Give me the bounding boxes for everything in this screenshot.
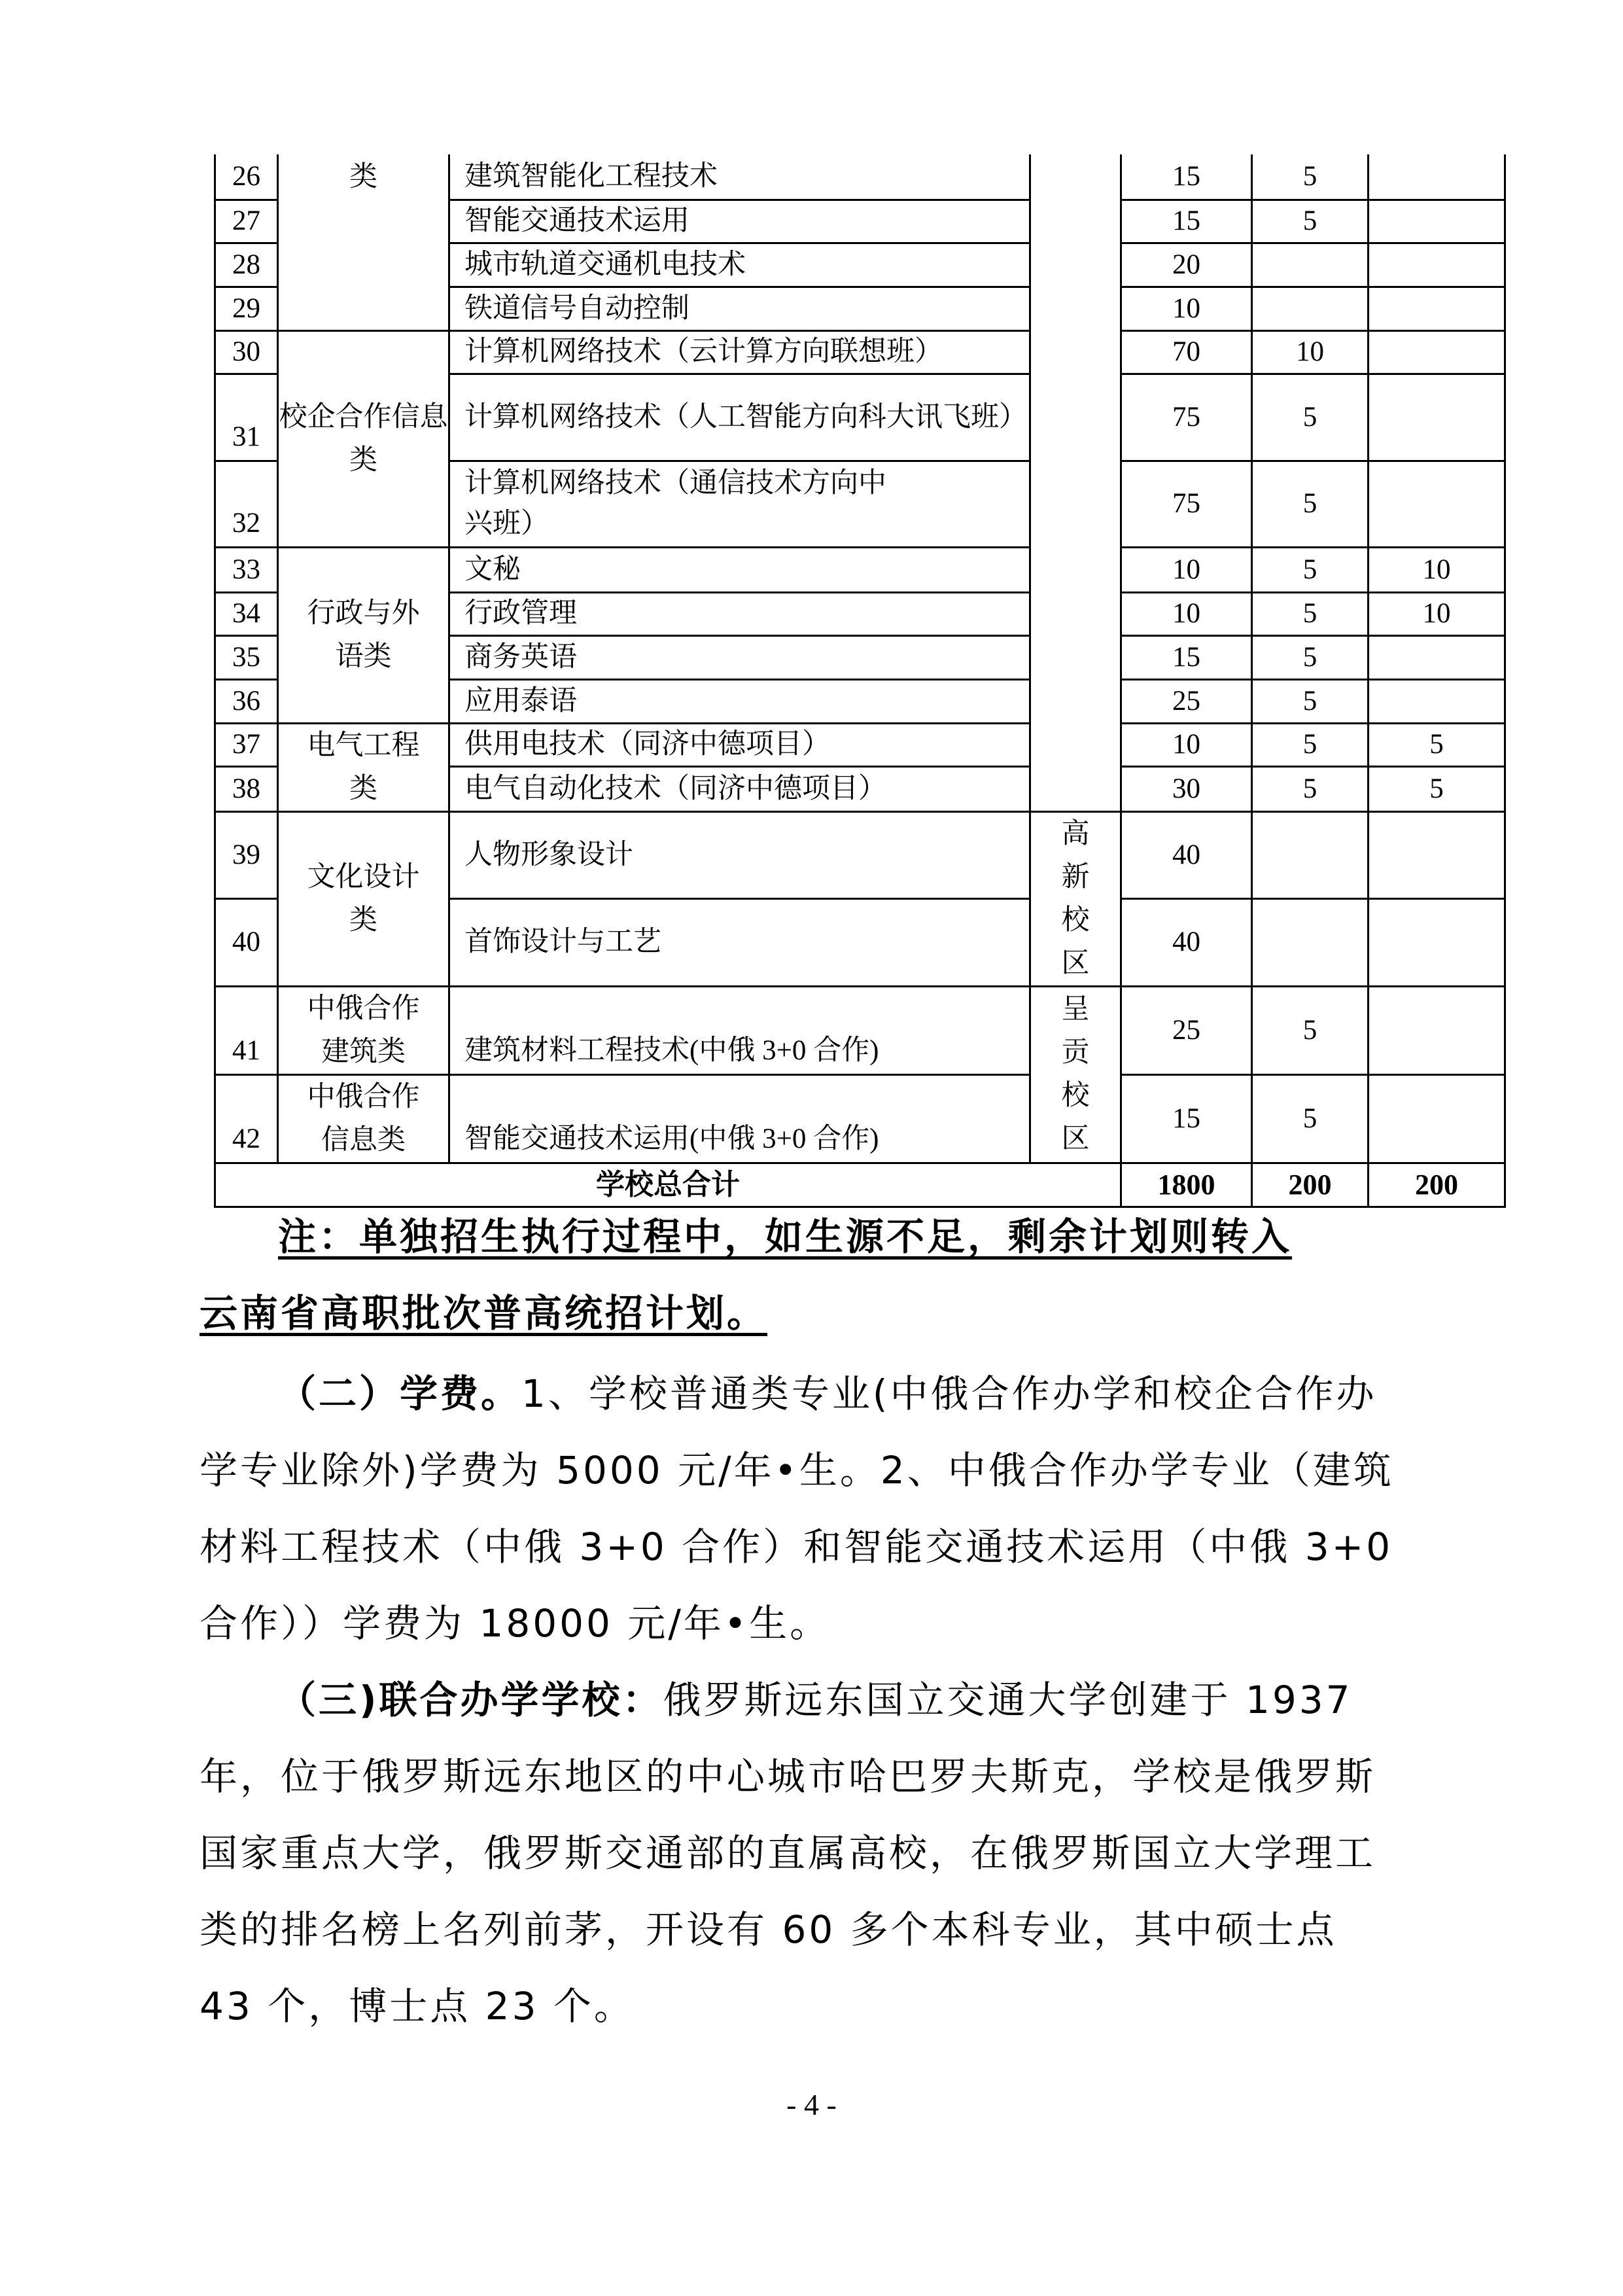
count-col2: 5 — [1252, 154, 1369, 200]
row-number: 40 — [215, 899, 278, 987]
table-row — [215, 154, 1505, 200]
count-col3: 5 — [1369, 767, 1505, 811]
major-name: 供用电技术（同济中德项目） — [449, 723, 1030, 767]
count-col3 — [1369, 200, 1505, 243]
major-name: 城市轨道交通机电技术 — [449, 243, 1030, 287]
count-col3 — [1369, 154, 1505, 200]
count-col2: 5 — [1252, 374, 1369, 461]
row-number: 41 — [215, 986, 278, 1074]
major-name: 建筑智能化工程技术 — [449, 154, 1030, 200]
plan-count: 15 — [1121, 200, 1252, 243]
total-label: 学校总合计 — [215, 1163, 1121, 1207]
row-number: 30 — [215, 330, 278, 374]
plan-count: 75 — [1121, 461, 1252, 547]
row-number: 29 — [215, 287, 278, 330]
plan-count: 20 — [1121, 243, 1252, 287]
count-col2: 5 — [1252, 200, 1369, 243]
category-cell: 文化设计类 — [278, 811, 449, 986]
row-number: 36 — [215, 679, 278, 723]
major-name: 人物形象设计 — [449, 811, 1030, 899]
table-row — [215, 811, 1505, 899]
plan-count: 15 — [1121, 154, 1252, 200]
table-row — [215, 330, 1505, 374]
plan-count: 70 — [1121, 330, 1252, 374]
category-cell: 校企合作信息类 — [278, 330, 449, 547]
major-name: 计算机网络技术（云计算方向联想班） — [449, 330, 1030, 374]
row-number: 27 — [215, 200, 278, 243]
count-col2 — [1252, 287, 1369, 330]
note-line-1: 注：单独招生执行过程中，如生源不足，剩余计划则转入 — [278, 1214, 1293, 1259]
count-col2: 5 — [1252, 547, 1369, 592]
row-number: 38 — [215, 767, 278, 811]
row-number: 33 — [215, 547, 278, 592]
category-cell: 行政与外语类 — [278, 547, 449, 723]
count-col2: 5 — [1252, 767, 1369, 811]
plan-count: 75 — [1121, 374, 1252, 461]
row-number: 32 — [215, 461, 278, 547]
tuition-paragraph — [200, 1356, 1403, 1662]
table-row — [215, 547, 1505, 592]
count-col3 — [1369, 461, 1505, 547]
major-name: 商务英语 — [449, 635, 1030, 679]
plan-count: 40 — [1121, 811, 1252, 899]
plan-count: 10 — [1121, 287, 1252, 330]
plan-count: 25 — [1121, 986, 1252, 1074]
row-number: 31 — [215, 374, 278, 461]
count-col3 — [1369, 899, 1505, 987]
category-cell: 中俄合作信息类 — [278, 1074, 449, 1163]
major-name: 应用泰语 — [449, 679, 1030, 723]
count-col3 — [1369, 330, 1505, 374]
note-line-2: 云南省高职批次普高统招计划。 — [200, 1291, 768, 1335]
page-number: - 4 - — [786, 2088, 837, 2121]
count-col3 — [1369, 287, 1505, 330]
plan-count: 10 — [1121, 723, 1252, 767]
table-row — [215, 986, 1505, 1074]
row-number: 39 — [215, 811, 278, 899]
count-col3 — [1369, 679, 1505, 723]
count-col3 — [1369, 986, 1505, 1074]
category-cell: 电气工程类 — [278, 723, 449, 811]
count-col3 — [1369, 635, 1505, 679]
partner-school-text: 俄罗斯远东国立交通大学创建于 1937 年，位于俄罗斯远东地区的中心城市哈巴罗夫斯克，学校是俄罗斯国家重点大学，俄罗斯交通部的直属高校，在俄罗斯国立大学理工类的排名榜上名列前茅，开设有 60 多个本科专业，其中硕士点 43 个，博士点 23 个。 — [200, 1678, 1376, 2028]
major-name: 首饰设计与工艺 — [449, 899, 1030, 987]
major-name: 建筑材料工程技术(中俄 3+0 合作) — [449, 986, 1030, 1074]
major-name: 计算机网络技术（人工智能方向科大讯飞班） — [449, 374, 1030, 461]
partner-school-paragraph — [200, 1662, 1403, 2045]
count-col3: 10 — [1369, 547, 1505, 592]
note-paragraph — [200, 1199, 1403, 1352]
count-col3: 5 — [1369, 723, 1505, 767]
plan-count: 15 — [1121, 635, 1252, 679]
table-row — [215, 723, 1505, 767]
enrollment-plan-table — [214, 154, 1506, 1208]
plan-count: 25 — [1121, 679, 1252, 723]
campus-cell — [1030, 154, 1121, 811]
total-col2: 200 — [1252, 1163, 1369, 1207]
row-number: 42 — [215, 1074, 278, 1163]
plan-count: 10 — [1121, 547, 1252, 592]
count-col2 — [1252, 899, 1369, 987]
major-name: 计算机网络技术（通信技术方向中兴班） — [449, 461, 1030, 547]
row-number: 28 — [215, 243, 278, 287]
major-name: 文秘 — [449, 547, 1030, 592]
tuition-heading: （二）学费。 — [278, 1371, 522, 1416]
count-col3 — [1369, 811, 1505, 899]
major-name: 电气自动化技术（同济中德项目） — [449, 767, 1030, 811]
tuition-text: 1、学校普通类专业(中俄合作办学和校企合作办学专业除外)学费为 5000 元/年•生。2、中俄合作办学专业（建筑材料工程技术（中俄 3+0 合作）和智能交通技术运用（中俄 3+0 合作））学费为 18000 元/年•生。 — [200, 1371, 1394, 1646]
row-number: 26 — [215, 154, 278, 200]
count-col2: 5 — [1252, 1074, 1369, 1163]
plan-count: 15 — [1121, 1074, 1252, 1163]
count-col3 — [1369, 1074, 1505, 1163]
major-name: 智能交通技术运用(中俄 3+0 合作) — [449, 1074, 1030, 1163]
row-number: 37 — [215, 723, 278, 767]
count-col2: 5 — [1252, 986, 1369, 1074]
category-cell: 类 — [278, 154, 449, 330]
count-col2 — [1252, 811, 1369, 899]
major-name: 智能交通技术运用 — [449, 200, 1030, 243]
partner-school-heading: （三)联合办学学校： — [278, 1678, 663, 1722]
category-cell: 中俄合作建筑类 — [278, 986, 449, 1074]
plan-count: 30 — [1121, 767, 1252, 811]
plan-count: 40 — [1121, 899, 1252, 987]
major-name: 铁道信号自动控制 — [449, 287, 1030, 330]
count-col3 — [1369, 374, 1505, 461]
count-col2 — [1252, 243, 1369, 287]
campus-cell: 呈贡校区 — [1030, 986, 1121, 1163]
row-number: 35 — [215, 635, 278, 679]
count-col3: 10 — [1369, 592, 1505, 635]
count-col2: 5 — [1252, 723, 1369, 767]
count-col2: 5 — [1252, 635, 1369, 679]
count-col3 — [1369, 243, 1505, 287]
count-col2: 5 — [1252, 679, 1369, 723]
plan-count: 10 — [1121, 592, 1252, 635]
total-plan: 1800 — [1121, 1163, 1252, 1207]
major-name: 行政管理 — [449, 592, 1030, 635]
campus-cell: 高新校区 — [1030, 811, 1121, 986]
count-col2: 5 — [1252, 461, 1369, 547]
count-col2: 10 — [1252, 330, 1369, 374]
count-col2: 5 — [1252, 592, 1369, 635]
table-row — [215, 1074, 1505, 1163]
total-col3: 200 — [1369, 1163, 1505, 1207]
row-number: 34 — [215, 592, 278, 635]
